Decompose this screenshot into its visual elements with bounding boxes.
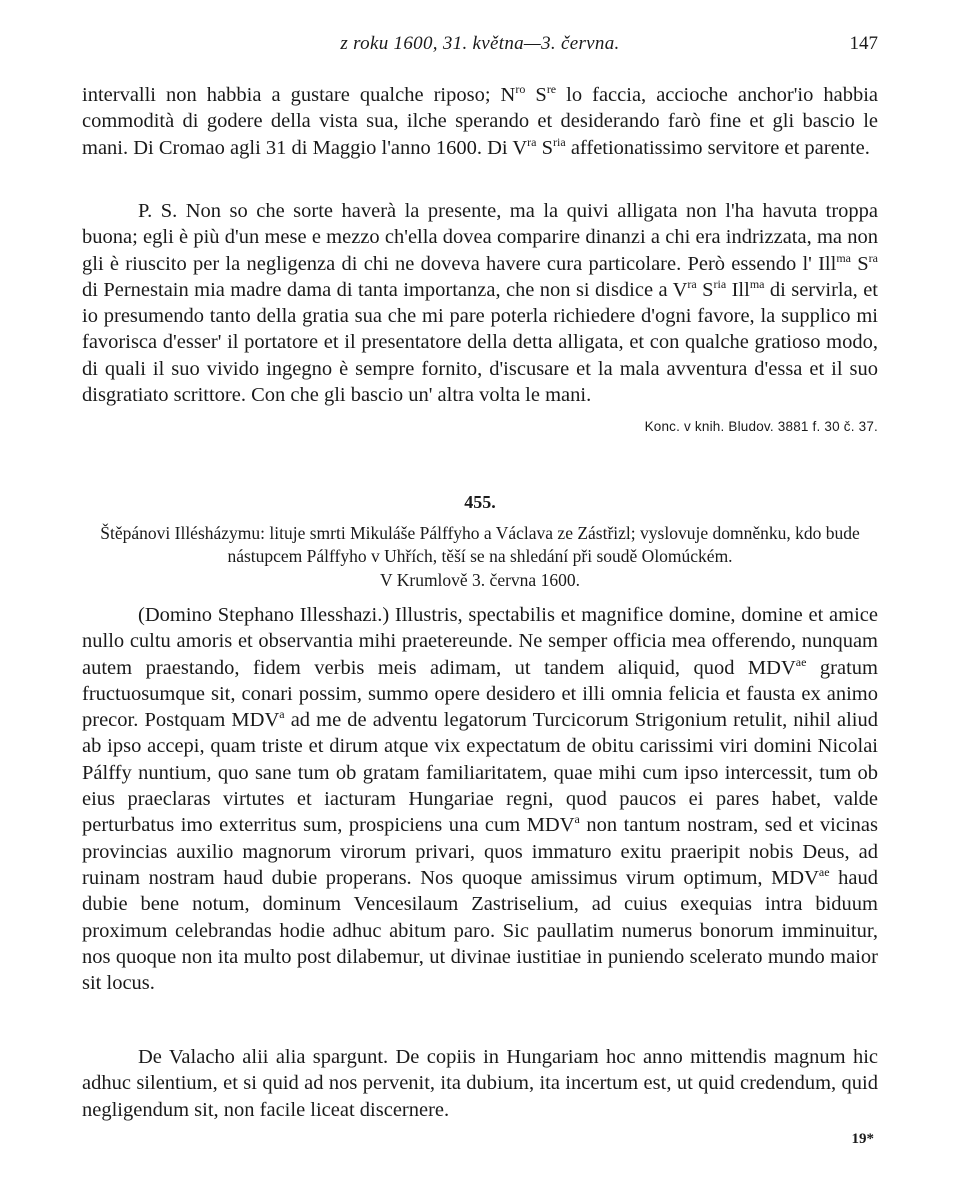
document-number: 455. [464,492,496,512]
document-summary: Štěpánovi Illésházymu: lituje smrti Mikuláše Pálffyho a Václava ze Zástřizl; vyslovuje domněnku, kdo bude nástupcem Pálffyho v Uhřích, těší se na shledání při soudě Olomúckém. [100,523,860,566]
page [82,0,878,1178]
archive-citation: Konc. v knih. Bludov. 3881 f. 30 č. 37. [644,419,878,435]
letter-closing-paragraph: intervalli non habbia a gustare qualche riposo; $N^{ro}$ $S^{re}$ lo faccia, accioche anchor'io habbia commodità di godere della vista sua, ilche sperando et desiderando farò fine et gli bascio le mani. Di Cromao agli 31 di Maggio l'anno 1600. Di $V^{ra}$ $S^{ria}$ affetionatissimo servitore et parente. [82,82,879,159]
postscript-paragraph: P. S. Non so che sorte haverà la presente, ma la quivi alligata non l'ha havuta troppa buona; egli è più d'un mese e mezzo ch'ella dovea comparire dinanzi a chi era indrizzata, ma non gli è riuscito per la negligenza di chi ne doveva havere cura particolare. Però essendo l' Ill$^{ma}$ $S^{ra}$ di Pernestain mia madre dama di tanta importanza, che non si disdice a $V^{ra}$ $S^{ria}$ Ill$^{ma}$ di servirla, et io presumendo tanto della gratia sua che mi pare poterla richiedere d'ogni favore, la supplico mi favorisca d'esser' il portatore et il presentatore della detta alligata, et con qualche gratioso modo, di quali il suo vivido ingegno è sempre fornito, d'iscusare et la mala avventura d'essa et il suo disgratiato scrittore. Con che gli bascio un' altra volta le mani. Konc. v knih. Bludov. 3881 f. 30 č. 37. [82,198,878,441]
letter-body-paragraph: (Domino Stephano Illesshazi.) Illustris, spectabilis et magnifice domine, domine et amice nullo cultu amoris et observantia mihi praetereunde. Ne semper officia mea offerendo, nunquam autem praestando, fidem verbis meis adimam, ut tandem aliquid, quod $MDV^{ae}$ gratum fructuosumque sit, conari possim, summo opere desidero et illi omnia felicia et fausta ex animo precor. Postquam MDV$^a$ ad me de adventu legatorum Turcicorum Strigonium retulit, nihil aliud ab ipso accepi, quam triste et dirum atque vix expectatum de obitu carissimi viri domini Nicolai Pálffy nuntium, quo sane tum ob gratam familiaritatem, quae mihi cum ipso intercessit, tum ob eius praeclaras virtutes et iacturam Hungariae regni, quod paucos ei pares habet, valde perturbatus imo exterritus sum, prospiciens una cum MDV$^a$ non tantum nostram, sed et vicinas provincias auxilio magnorum virorum privari, quos immaturo exitu praeripit nobis Deus, ad ruinam nostram haud dubie properans. Nos quoque amissimus virum optimum, $MDV^{ae}$ haud dubie bene notum, dominum Vencesilaum Zastriselium, ad cuius exequias intra biduum proximum celebrandas hodie adhuc abitum paro. Sic paullatim numerus bonorum imminuitur, nos quoque non ita multo post dilabemur, ut divinae iustitiae in puniendo scelerato mundo maior sit locus. [82,604,878,995]
signature-mark: 19* [851,1131,874,1147]
page-number: 147 [849,33,878,54]
page-header [82,33,878,61]
running-title: z roku 1600, 31. května—3. června. [340,33,620,54]
letter-body-paragraph-2: De Valacho alii alia spargunt. De copiis in Hungariam hoc anno mittendis magnum hic adhuc silentium, et si quid ad nos pervenit, ita dubium, ita incertum est, ut quid credendum, quid negligendum sit, non facile liceat discernere. [82,1046,878,1121]
place-date: V Krumlově 3. června 1600. [380,570,580,590]
